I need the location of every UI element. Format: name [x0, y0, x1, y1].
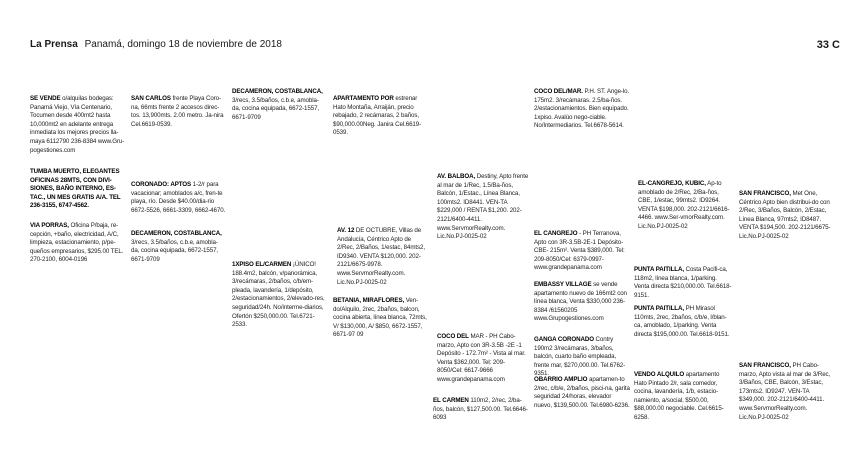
ad-heading: VENDO ALQUILO	[634, 371, 685, 378]
ad-body: ¡ÚNICO! 188.4m2, balcón, v/panorámica, 3/recámaras, 2/baños, c/b/em-pleada, lavandería, 1/depósito, 2/estacionamientos, 2/elevado-res, seguridad/24h. No/interme-diarios, Ofertón $250,000.00. Tel.6721-2533.	[232, 261, 325, 329]
newspaper-name: La Prensa	[30, 39, 78, 50]
classified-ad	[333, 95, 429, 138]
classified-ad	[534, 281, 630, 324]
classified-ad	[739, 362, 835, 422]
ad-body: o/alquilas bodegas: Panamá Viejo, Vía Centenario, Tocumen desde 400mt2 hasta 10,000mt2 en adelante entrega inmediata los mejores precios lla-maya 6112790 236-8384 www.Gru-pogestiones.com	[30, 95, 125, 154]
classified-ad	[634, 266, 733, 300]
classified-ad	[30, 168, 126, 211]
classified-ad	[739, 190, 835, 242]
classified-ad	[131, 230, 226, 264]
ad-heading: SAN CARLOS	[131, 95, 171, 102]
classified-ad	[638, 180, 733, 232]
ad-heading: SAN FRANCISCO,	[739, 362, 791, 369]
ad-heading: EMBASSY VILLAGE	[534, 281, 592, 288]
ad-heading: APARTAMENTO POR	[333, 95, 394, 102]
ad-heading: BETANIA, MIRAFLORES,	[333, 297, 405, 304]
classified-ad	[337, 227, 429, 287]
ad-body: estrenar Hato Montaña, Arraiján, precio rebajado, 2 recámaras, 2 baños, $90,000.00Neg. Janira Cel.6619-0539.	[333, 95, 422, 137]
ad-heading: SE VENDE	[30, 95, 61, 102]
ad-body: 3/recs, 3.5/baños, c.b.e, amobla-da, cocina equipada, 6672-1557, 6671-9709	[232, 96, 320, 121]
ad-body: Destiny, Apto frente al mar de 1/Rec, 1.5/Ba-ños, Balcón, 1/Estac., Línea Blanca, 100mts2. ID8441. VEN-TA $229,000 / RENTA $1,200. 202-2121/6400-4411. www.ServmorRealty.com. Lic.No.PJ-0025-02	[437, 173, 529, 241]
page-number: 33 C	[816, 39, 840, 51]
classified-ad	[232, 88, 327, 122]
ad-heading: DECAMERON, COSTABLANCA,	[131, 230, 222, 237]
ad-body: - PH Terranova, Apto con 3R-3.5B-2E-1 Depósito-CBE- 215m². Venta $389,000. Tel: 209-8050/Cel: 6379-0997-www.grandepanama.com	[534, 230, 625, 272]
ad-body: MAR - PH Cabo-marzo, Apto con 3R-3.5B -2E -1 Depósito - 172.7m² - Vista al mar. Venta $362,000. Tel: 209-8050/Cel: 6617-9666 www.grandepanama.com	[437, 333, 526, 383]
classified-ad	[634, 305, 733, 339]
classified-ad	[131, 181, 226, 215]
ad-body: PH Mirasol 110mts, 2rec, 2baños, c/b/e, l/blan-ca, amoblado, 1/parking. Venta directa $195,000.00. Tel.6618-9151.	[634, 305, 730, 338]
ad-body: P.H. ST. Ange-lo. 175m2. 3/recámaras. 2.5/ba-ños. 2/estacionamientos. Bien equipado. 1xpiso. Avalúo nego-ciable. No/Intermediarios. Tel.6678-5614.	[534, 88, 630, 130]
ad-heading: PUNTA PAITILLA,	[634, 266, 684, 273]
ad-heading: PUNTA PAITILLA,	[634, 305, 684, 312]
ad-heading: AV. BALBOA,	[437, 173, 476, 180]
classified-ad	[30, 222, 126, 265]
ad-heading: VIA PORRAS,	[30, 222, 69, 229]
ad-body: apartamen-to 2/rec, c/b/e, 2/baños, pisci-na, garita seguridad 24/horas, elevador nuevo, $139,500.00. Tel.6980-6236.	[534, 376, 630, 409]
ad-heading: AV. 12	[337, 227, 355, 234]
classified-ad	[333, 297, 429, 340]
ad-heading: 1XPISO EL/CARMEN	[232, 261, 292, 268]
ad-heading: COCO DEL	[437, 333, 469, 340]
ad-body: frente Playa Coro-na, 66mts frente 2 accesos direc-tos. 13,900mts. 2.00 metro. Ja-nira Cel.6619-0539.	[131, 95, 224, 128]
ad-body: Costa Pacifi-ca, 118m2, línea blanca, 1/parking. Venta directa $210,000.00. Tel.6618-9151.	[634, 266, 732, 299]
ad-heading: SAN FRANCISCO,	[739, 190, 791, 197]
ad-body: se vende apartamento nuevo de 166mt2 con línea blanca, Venta $330,000 236-8384 /61560205 www.Grupogestiones.com	[534, 281, 627, 323]
ad-body: 1-2/r para vacacionar; amoblados a/c, fren-te playa, río. Desde $40.00/dia-rio 6672-5526, 6661-3309, 6662-4670.	[131, 181, 226, 214]
ad-heading: OBARRIO AMPLIO	[534, 376, 588, 383]
ad-body: Ap-to amoblado de 2/Rec, 2/Ba-ños, CBE, 1/estac, 99mts2. ID9264. VENTA $198,000. 202-2121/6616-4466. www.Ser-vmorRealty.com. Lic.No.PJ-0025-02	[638, 180, 730, 230]
classified-ad	[232, 261, 327, 330]
ad-heading: EL CARMEN	[433, 397, 469, 404]
classified-ad	[30, 95, 126, 155]
classified-ad	[534, 88, 630, 131]
classified-ad	[437, 173, 533, 242]
ad-heading: GANGA CORONADO	[534, 336, 594, 343]
ad-body: 3/recs, 3.5/baños, c.b.e, amobla-da, cocina equipada, 6672-1557, 6671-9709	[131, 238, 219, 263]
ad-heading: COCO DEL/MAR.	[534, 88, 583, 95]
ad-heading: EL-CANGREJO, KUBIC,	[638, 180, 706, 187]
classified-ad	[131, 95, 226, 129]
classified-ad	[534, 336, 630, 379]
classified-ad	[534, 376, 630, 410]
ad-body: DE OCTUBRE, Villas de Andalucía, Céntrico Apto de 2/Rec, 2/Baños, 1/estac, 84mts2, ID9340. VENTA $120,000. 202-2121/6675-9978. www.ServmorRealty.com. Lic.No.PJ-0025-02	[337, 227, 425, 286]
ad-body: Ven-do/Alquilo, 2rec, 2baños, balcon, cocina abierta, línea blanca, 72mts, V/ $130,000, A/ $850, 6672-1557, 6671-97 09	[333, 297, 427, 339]
ad-heading: TUMBA MUERTO, ELEGANTES OFICINAS 28MTS, CON DIVI-SIONES, BAÑO INTERNO, ES-TAC., UN MES GRATIS A/A. TEL 236-3155, 6747-4562.	[30, 168, 121, 210]
ad-body: Contry 190m2 3/recámaras, 3/baños, balcón, cuarto baño empleada, frente mar, $270,000.00. Tel.6762-9351.	[534, 336, 626, 378]
ad-body: apartamento Hato Pintado 2/r, sala comedor, cocina, lavandería, 1/b, estacio-namiento, a/social, $500.00, $88,000.00 negociable. Cel.6615-6258.	[634, 371, 724, 421]
publication-date: Panamá, domingo 18 de noviembre de 2018	[84, 39, 282, 50]
ad-body: 110m2, 2/rec, 2/ba-ños, balcón, $127,500.00. Tel.6646-6093	[433, 397, 528, 422]
classified-ad	[433, 397, 529, 423]
page-header	[30, 38, 840, 52]
classified-ad	[437, 333, 529, 385]
ad-body: PH Cabo-marzo, Apto vista al mar de 3/Rec, 3/Baños, CBE, Balcón, 3/Estac, 173mts2. ID9247. VEN-TA $349,000. 202-2121/6400-4411. www.ServmorRealty.com. Lic.No.PJ-0025-02	[739, 362, 831, 421]
ad-heading: EL CANGREJO	[534, 230, 578, 237]
classified-ad	[534, 230, 630, 273]
ad-body: Met One, Céntrico Apto bien distribui-do con 2/Rec, 3/Baños, Balcón, 2/Estac, Línea Blanca, 97mts2, ID8487. VENTA $194,500. 202-2121/6675- Lic.No.PJ-0025-02	[739, 190, 831, 240]
ad-heading: CORONADO: APTOS	[131, 181, 192, 188]
classified-ad	[634, 371, 733, 423]
ad-body: Oficina P/baja, re-cepción, +baño, electricidad, A/C, limpieza, estacionamiento, p/pe-queños empresarios, $295.00 TEL. 270-2100, 6004-0196	[30, 222, 124, 264]
ad-heading: DECAMERON, COSTABLANCA,	[232, 88, 323, 95]
